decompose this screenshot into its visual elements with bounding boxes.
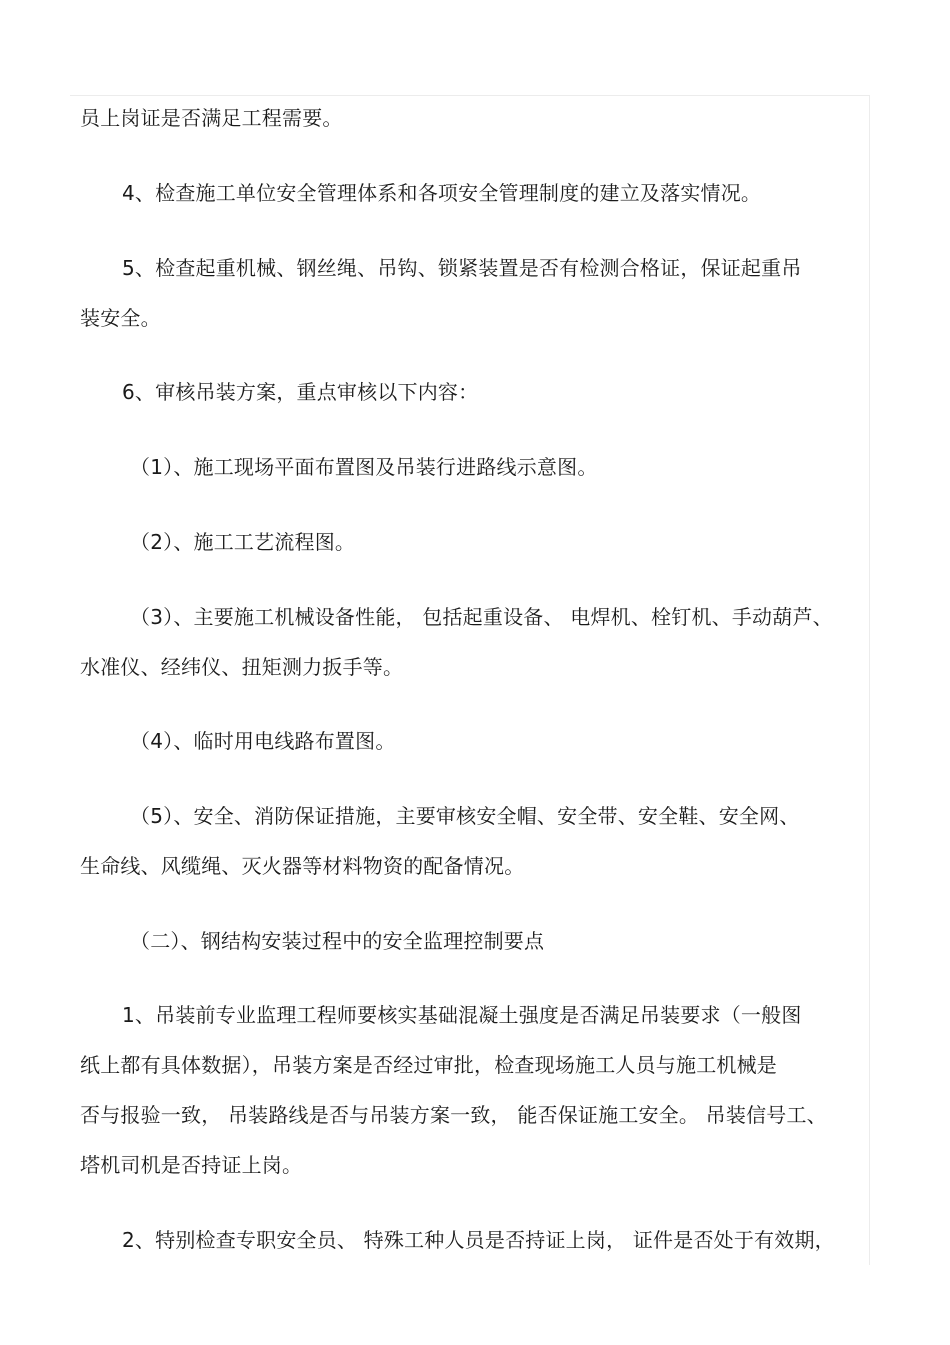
text-line-7: （2）、施工工艺流程图。 <box>130 530 356 554</box>
text-line-16: 否与报验一致， 吊装路线是否与吊装方案一致， 能否保证施工安全。 吊装信号工、 <box>80 1103 827 1127</box>
text-line-15: 纸上都有具体数据），吊装方案是否经过审批，检查现场施工人员与施工机械是 <box>80 1053 777 1077</box>
text-line-14: 1、吊装前专业监理工程师要核实基础混凝土强度是否满足吊装要求（一般图 <box>122 1003 802 1027</box>
text-line-5: 6、审核吊装方案，重点审核以下内容： <box>122 380 479 404</box>
section-heading: （二）、钢结构安装过程中的安全监理控制要点 <box>130 929 545 953</box>
text-line-17: 塔机司机是否持证上岗。 <box>80 1153 303 1177</box>
text-line-4: 装安全。 <box>80 306 161 330</box>
text-line-12: 生命线、风缆绳、灭火器等材料物资的配备情况。 <box>80 854 525 878</box>
text-line-10: （4）、临时用电线路布置图。 <box>130 729 396 753</box>
text-line-3: 5、检查起重机械、钢丝绳、吊钩、锁紧装置是否有检测合格证，保证起重吊 <box>122 256 802 280</box>
text-line-11: （5）、安全、消防保证措施，主要审核安全帽、安全带、安全鞋、安全网、 <box>130 804 800 828</box>
text-line-6: （1）、施工现场平面布置图及吊装行进路线示意图。 <box>130 455 598 479</box>
text-line-2: 4、检查施工单位安全管理体系和各项安全管理制度的建立及落实情况。 <box>122 181 762 205</box>
text-line-8: （3）、主要施工机械设备性能， 包括起重设备、 电焊机、栓钉机、手动葫芦、 <box>130 605 833 629</box>
text-line-9: 水准仪、经纬仪、扭矩测力扳手等。 <box>80 655 404 679</box>
text-line-1: 员上岗证是否满足工程需要。 <box>80 106 343 130</box>
text-line-18: 2、特别检查专职安全员、 特殊工种人员是否持证上岗， 证件是否处于有效期， <box>122 1228 835 1252</box>
